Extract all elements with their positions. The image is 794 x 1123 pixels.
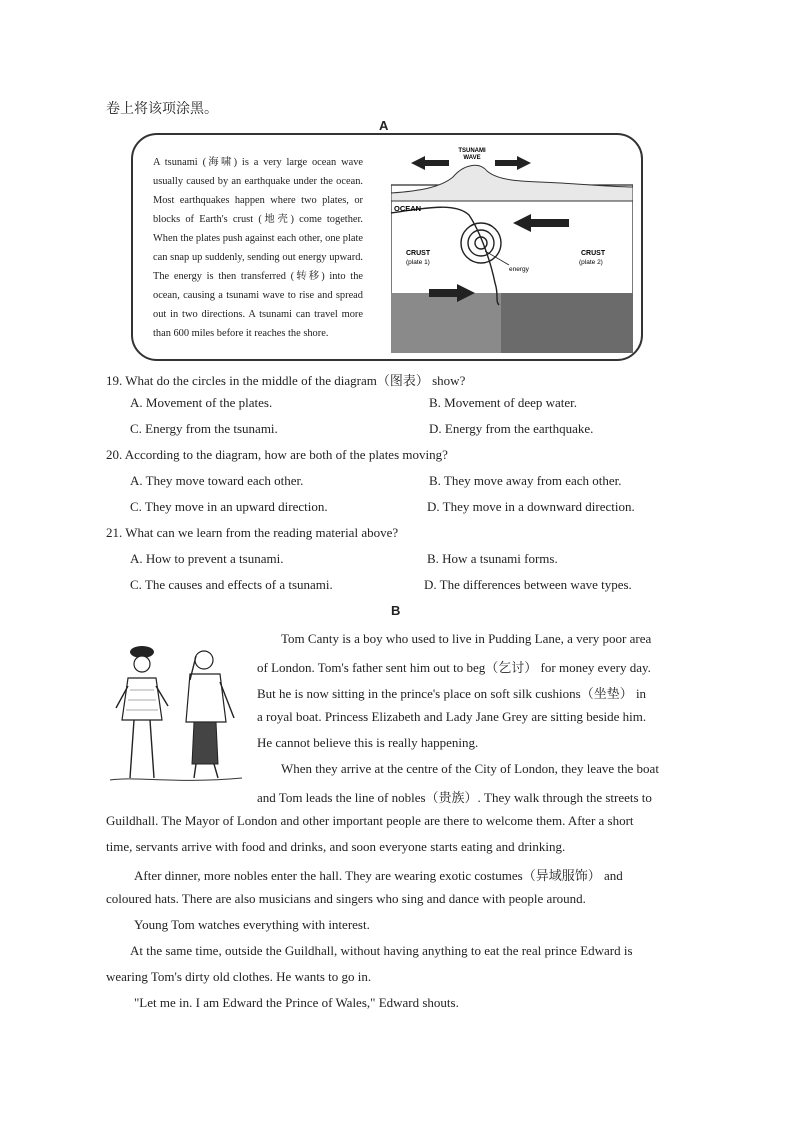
para-b-line-15: "Let me in. I am Edward the Prince of Wales," Edward shouts. [134,995,459,1010]
section-a-label: A [379,118,389,133]
wave-label-2: WAVE [463,155,481,161]
question-19: 19. What do the circles in the middle of the diagram（图表） show? [106,373,466,388]
q20-option-d[interactable]: D. They move in a downward direction. [427,499,635,514]
para-b-line-13: At the same time, outside the Guildhall, without having anything to eat the real prince Edward is [130,943,633,958]
wave-label-1: TSUNAMI [458,148,486,154]
crust-bottom-left [391,293,501,353]
prince-head [134,656,150,672]
para-b-line-7: and Tom leads the line of nobles（贵族）. They walk through the streets to [257,790,652,805]
para-b-line-6: When they arrive at the centre of the City of London, they leave the boat [281,761,659,776]
q21-option-a[interactable]: A. How to prevent a tsunami. [130,551,284,566]
section-b-label: B [391,603,401,618]
tom-head [195,651,213,669]
para-b-line-9: time, servants arrive with food and drinks, and soon everyone starts eating and drinking. [106,839,566,854]
para-b-line-1: Tom Canty is a boy who used to live in Pudding Lane, a very poor area [281,631,652,646]
q19-option-d[interactable]: D. Energy from the earthquake. [429,421,594,436]
tom-body [186,674,226,722]
para-b-line-10: After dinner, more nobles enter the hall. They are wearing exotic costumes（异域服饰） and [134,868,623,883]
header-line: 卷上将该项涂黑。 [106,101,218,117]
ground-line [110,778,242,780]
q20-option-c[interactable]: C. They move in an upward direction. [130,499,328,514]
q21-option-b[interactable]: B. How a tsunami forms. [427,551,558,566]
prince-body [122,678,162,720]
q21-option-c[interactable]: C. The causes and effects of a tsunami. [130,577,333,592]
para-b-line-14: wearing Tom's dirty old clothes. He wants to go in. [106,969,372,984]
figure-text: A tsunami (海啸) is a very large ocean wave usually caused by an earthquake under the ocean. Most earthquakes happen where two plates, or blocks of Earth's crust (地壳) come together. When the plates push against each other, one plate can snap up suddenly, sending out energy upward. The energy is then transferred (转移) into the ocean, causing a tsunami wave to rise and spread out in two directions. A tsunami can travel more than 600 miles before it reaches the shore. [153,157,363,339]
tom-trousers [192,722,218,764]
tom-legs [194,764,218,778]
question-20: 20. According to the diagram, how are both of the plates moving? [106,447,448,462]
left-wave-arrow [411,156,449,170]
ocean-label: OCEAN [394,204,422,213]
q19-option-a[interactable]: A. Movement of the plates. [130,395,273,410]
q20-option-a[interactable]: A. They move toward each other. [130,473,304,488]
tsunami-diagram [391,143,633,353]
para-b-line-12: Young Tom watches everything with interest. [134,917,370,932]
question-21: 21. What can we learn from the reading material above? [106,525,399,540]
para-b-line-11: coloured hats. There are also musicians and singers who sing and dance with people around. [106,891,586,906]
q19-option-b[interactable]: B. Movement of deep water. [429,395,578,410]
energy-label: energy [509,266,529,273]
q19-option-c[interactable]: C. Energy from the tsunami. [130,421,278,436]
tom-canty-illustration [106,638,246,788]
prince-legs [130,720,154,778]
para-b-line-5: He cannot believe this is really happening. [257,735,479,750]
crust-left-label-1: CRUST [406,250,431,257]
para-b-line-2: of London. Tom's father sent him out to beg（乞讨） for money every day. [257,660,651,675]
q21-option-d[interactable]: D. The differences between wave types. [424,577,632,592]
para-b-line-3: But he is now sitting in the prince's place on soft silk cushions（坐垫） in [257,686,647,701]
para-b-line-4: a royal boat. Princess Elizabeth and Lady Jane Grey are sitting beside him. [257,709,647,724]
crust-right-label-2: (plate 2) [579,259,603,266]
crust-right-label-1: CRUST [581,250,606,257]
tsunami-figure [131,133,643,361]
q20-option-b[interactable]: B. They move away from each other. [429,473,622,488]
crust-left-label-2: (plate 1) [406,259,430,266]
ocean-surface [391,165,633,201]
para-b-line-8: Guildhall. The Mayor of London and other important people are there to welcome them. After a short [106,813,634,828]
right-wave-arrow [495,156,531,170]
